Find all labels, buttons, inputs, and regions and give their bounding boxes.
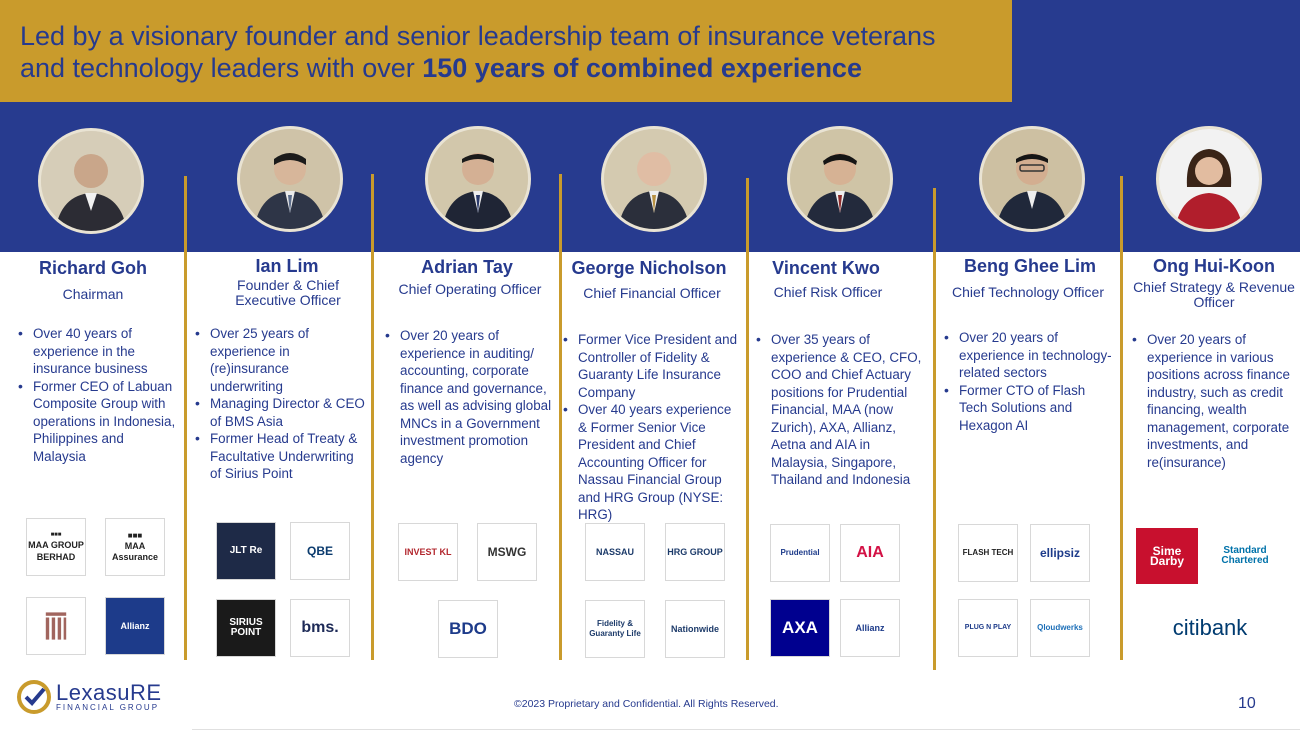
checkmark-logo-icon (16, 679, 52, 715)
logo-text: bms. (301, 619, 339, 636)
company-logo-aia (840, 524, 900, 582)
logo-text: Allianz (855, 623, 885, 633)
company-logo-maa-group: ■■■ MAA GROUP BERHAD (26, 518, 86, 576)
copyright-notice: ©2023 Proprietary and Confidential. All Rights Reserved. (514, 698, 779, 710)
member-bullets (193, 325, 365, 483)
logo-text: Sime Darby (1149, 544, 1184, 568)
member-bullets (754, 331, 926, 489)
company-logo-ellipsiz (1030, 524, 1090, 582)
bullet-item: • Over 40 years experience & Former Senior Vice President and Chief Accounting Officer for Nassau Financial Group and HRG Group (NYSE: HRG) (561, 401, 741, 524)
logo-text: Standard Chartered (1221, 545, 1269, 566)
company-logo-nassau (585, 523, 645, 581)
company-logo-flash-tech (958, 524, 1018, 582)
bullet-item: • Former Vice President and Controller of Fidelity & Guaranty Life Insurance Company (561, 331, 741, 401)
brand-subtitle: FINANCIAL GROUP (56, 702, 160, 712)
company-logo-prudential (770, 524, 830, 582)
logo-text: MAA GROUP BERHAD (28, 540, 84, 562)
logo-text: AIA (856, 544, 884, 561)
logo-text: BDO (449, 619, 487, 638)
bullet-item: • Former CTO of Flash Tech Solutions and Hexagon AI (942, 382, 1114, 435)
company-logo-axa (770, 599, 830, 657)
title-line-1: Led by a visionary founder and senior leadership team of insurance veterans (20, 21, 936, 51)
member-bullets (383, 327, 555, 467)
member-role: Chief Technology Officer (951, 284, 1104, 300)
logo-text: AXA (782, 618, 818, 637)
page-number: 10 (1238, 695, 1256, 712)
bullet-item: • Over 40 years of experience in the insurance business (16, 325, 178, 378)
member-role: Chairman (62, 286, 124, 302)
logo-text: FLASH TECH (962, 548, 1014, 557)
company-logo-sime-darby (1136, 528, 1198, 584)
member-name: George Nicholson (571, 258, 727, 278)
member-bullets (942, 329, 1114, 434)
company-logo-mswg (477, 523, 537, 581)
logo-text: JLT Re (229, 545, 263, 556)
company-logo (16, 679, 162, 715)
title-emphasis: 150 years of combined experience (422, 53, 862, 83)
member-name: Ian Lim (255, 256, 319, 276)
avatar-ian-lim (237, 126, 343, 232)
title-line-2: and technology leaders with over (20, 53, 423, 83)
bullet-item: • Over 25 years of experience in (re)insurance underwriting (193, 325, 365, 395)
avatar-vincent-kwo (787, 126, 893, 232)
company-logo-bdo (438, 600, 498, 658)
column-divider (1120, 176, 1123, 660)
member-role: Founder & Chief Executive Officer (235, 277, 341, 308)
avatar-beng-ghee-lim (979, 126, 1085, 232)
brand-name: LexasuRE (56, 679, 162, 705)
logo-text: citibank (1172, 615, 1248, 640)
member-role: Chief Operating Officer (398, 281, 542, 297)
logo-text: Prudential (780, 548, 820, 557)
logo-text: PLUG N PLAY (964, 624, 1012, 631)
company-logo-bms (290, 599, 350, 657)
member-role: Chief Risk Officer (773, 284, 883, 300)
member-name: Beng Ghee Lim (963, 256, 1097, 276)
member-name: Ong Hui-Koon (1153, 256, 1275, 276)
logo-text: MSWG (487, 545, 527, 559)
company-logo-invest-kl (398, 523, 458, 581)
company-logo-qloudwerks (1030, 599, 1090, 657)
company-logo-fidelity-guaranty (585, 600, 645, 658)
member-name: Vincent Kwo (772, 258, 880, 278)
company-logo-sirius-point (216, 599, 276, 657)
logo-text: INVEST KL (404, 547, 452, 557)
company-logo-allianz (105, 597, 165, 655)
company-logo-standard-chartered (1204, 528, 1286, 584)
logo-text: SIRIUS POINT (229, 617, 263, 638)
column-divider (746, 178, 749, 660)
title-banner (0, 0, 1012, 102)
logo-text: Qloudwerks (1037, 623, 1083, 632)
company-logo-plug-n-play (958, 599, 1018, 657)
avatar-george-nicholson (601, 126, 707, 232)
member-name: Adrian Tay (421, 257, 513, 277)
member-name: Richard Goh (38, 258, 147, 278)
footer-rule (192, 729, 1300, 730)
logo-text: Fidelity & Guaranty Life (589, 619, 641, 638)
column-divider (184, 176, 187, 660)
avatar-richard-goh (38, 128, 144, 234)
page-title (20, 20, 1012, 84)
logo-text: NASSAU (595, 547, 634, 557)
company-logo-hrg-group (665, 523, 725, 581)
company-logo-nationwide (665, 600, 725, 658)
avatar-ong-hui-koon (1156, 126, 1262, 232)
member-bullets (561, 331, 741, 524)
logo-text: QBE (306, 544, 333, 558)
logo-text: Allianz (120, 621, 150, 631)
member-bullets (1130, 331, 1295, 471)
logo-text: ellipsiz (1039, 546, 1080, 560)
company-logo-qbe (290, 522, 350, 580)
company-logo-maa-assurance: ■■■ MAA Assurance (105, 518, 165, 576)
bullet-item: • Managing Director & CEO of BMS Asia (193, 395, 365, 430)
bullet-item: • Former CEO of Labuan Composite Group with operations in Indonesia, Philippines and Malaysia (16, 378, 178, 466)
member-bullets (16, 325, 178, 465)
bullet-item: • Over 20 years of experience in technology-related sectors (942, 329, 1114, 382)
column-divider (371, 174, 374, 660)
logo-text: Nationwide (670, 624, 719, 634)
logo-text: HRG GROUP (667, 547, 723, 557)
bullet-item: • Over 35 years of experience & CEO, CFO, COO and Chief Actuary positions for Prudential Financial, MAA (now Zurich), AXA, Allianz, Aetna and AIA in Malaysia, Singapore, Thailand and Indonesia (754, 331, 926, 489)
company-logo-building (26, 597, 86, 655)
avatar-adrian-tay (425, 126, 531, 232)
logo-text: MAA Assurance (111, 541, 159, 562)
company-logo-citibank (1160, 600, 1260, 656)
bullet-item: • Former Head of Treaty & Facultative Underwriting of Sirius Point (193, 430, 365, 483)
company-logo-allianz (840, 599, 900, 657)
member-role: Chief Financial Officer (583, 285, 721, 301)
bullet-item: • Over 20 years of experience in various positions across finance industry, such as credit financing, wealth management, corporate investments, and re(insurance) (1130, 331, 1295, 471)
company-logo-jlt-re (216, 522, 276, 580)
bullet-item: • Over 20 years of experience in auditing/ accounting, corporate finance and governance, as well as advising global MNCs in a Government investment promotion agency (383, 327, 555, 467)
member-role: Chief Strategy & Revenue Officer (1133, 279, 1295, 310)
